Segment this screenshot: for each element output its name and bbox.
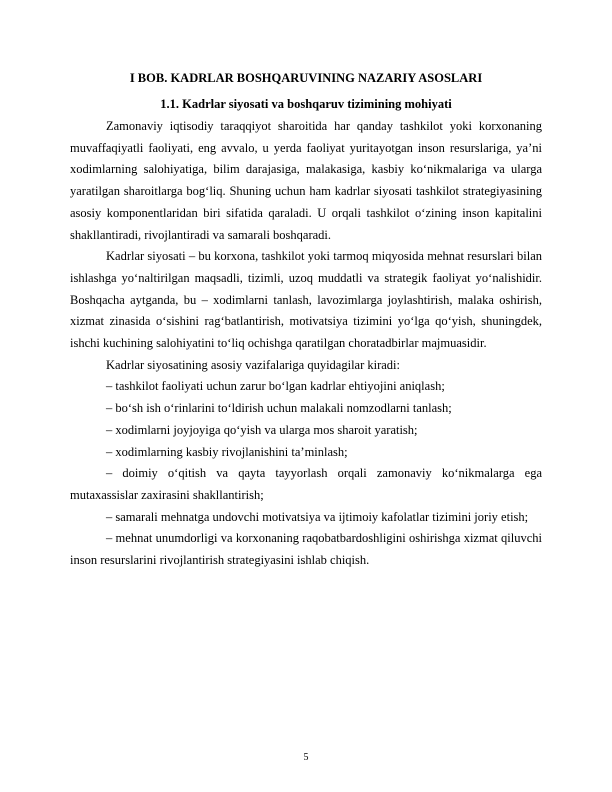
section-title: 1.1. Kadrlar siyosati va boshqaruv tizimining mohiyati xyxy=(160,97,452,111)
paragraph: Zamonaviy iqtisodiy taraqqiyot sharoitida har qanday tashkilot yoki korxonaning muvaffaqiyatli faoliyati, eng avvalo, u yerda faoliyat yuritayotgan inson resurslariga, ya’ni xodimlarning salohiyatiga, bilim darajasiga, malakasiga, kasbiy ko‘nikmalariga va ularga yaratilgan sharoitlarga bog‘liq. Shuning uchun ham kadrlar siyosati tashkilot strategiyasining asosiy komponentlaridan biri sifatida qaraladi. U orqali tashkilot o‘zining inson kapitalini shakllantiradi, rivojlantiradi va samarali boshqaradi. xyxy=(70,119,542,242)
list-item: – doimiy o‘qitish va qayta tayyorlash orqali zamonaviy ko‘nikmalarga ega mutaxassislar zaxirasini shakllantirish; xyxy=(70,466,542,502)
list-item: – tashkilot faoliyati uchun zarur bo‘lgan kadrlar ehtiyojini aniqlash; xyxy=(106,379,445,394)
document-page xyxy=(70,64,542,572)
list-item: – mehnat unumdorligi va korxonaning raqobatbardoshligini oshirishga xizmat qiluvchi inson resurslarini rivojlantirish strategiyasini ishlab chiqish. xyxy=(70,531,542,568)
list-item: – samarali mehnatga undovchi motivatsiya va ijtimoiy kafolatlar tizimini joriy etish; xyxy=(106,509,529,524)
list-item: – xodimlarni joyjoyiga qo‘yish va ularga mos sharoit yaratish; xyxy=(106,422,418,437)
paragraph: Kadrlar siyosatining asosiy vazifalariga quyidagilar kiradi: xyxy=(106,357,401,372)
chapter-title: I BOB. KADRLAR BOSHQARUVINING NAZARIY ASOSLARI xyxy=(129,71,483,85)
list-item: – xodimlarning kasbiy rivojlanishini ta’minlash; xyxy=(106,444,348,459)
paragraph: Kadrlar siyosati – bu korxona, tashkilot yoki tarmoq miqyosida mehnat resurslari bilan ishlashga yo‘naltirilgan maqsadli, tizimli, uzoq muddatli va strategik faoliyat yo‘nalishidir. Boshqacha aytganda, bu – xodimlarni tanlash, lavozimlarga joylashtirish, malaka oshirish, xizmat zinasida o‘sishini rag‘batlantirish, motivatsiya tizimini yo‘lga qo‘yish, shuningdek, ishchi kuchining salohiyatini to‘liq ochishga qaratilgan choratadbirlar majmuasidir. xyxy=(70,249,542,351)
page-number: 5 xyxy=(303,752,309,763)
list-item: – bo‘sh ish o‘rinlarini to‘ldirish uchun malakali nomzodlarni tanlash; xyxy=(106,401,452,416)
